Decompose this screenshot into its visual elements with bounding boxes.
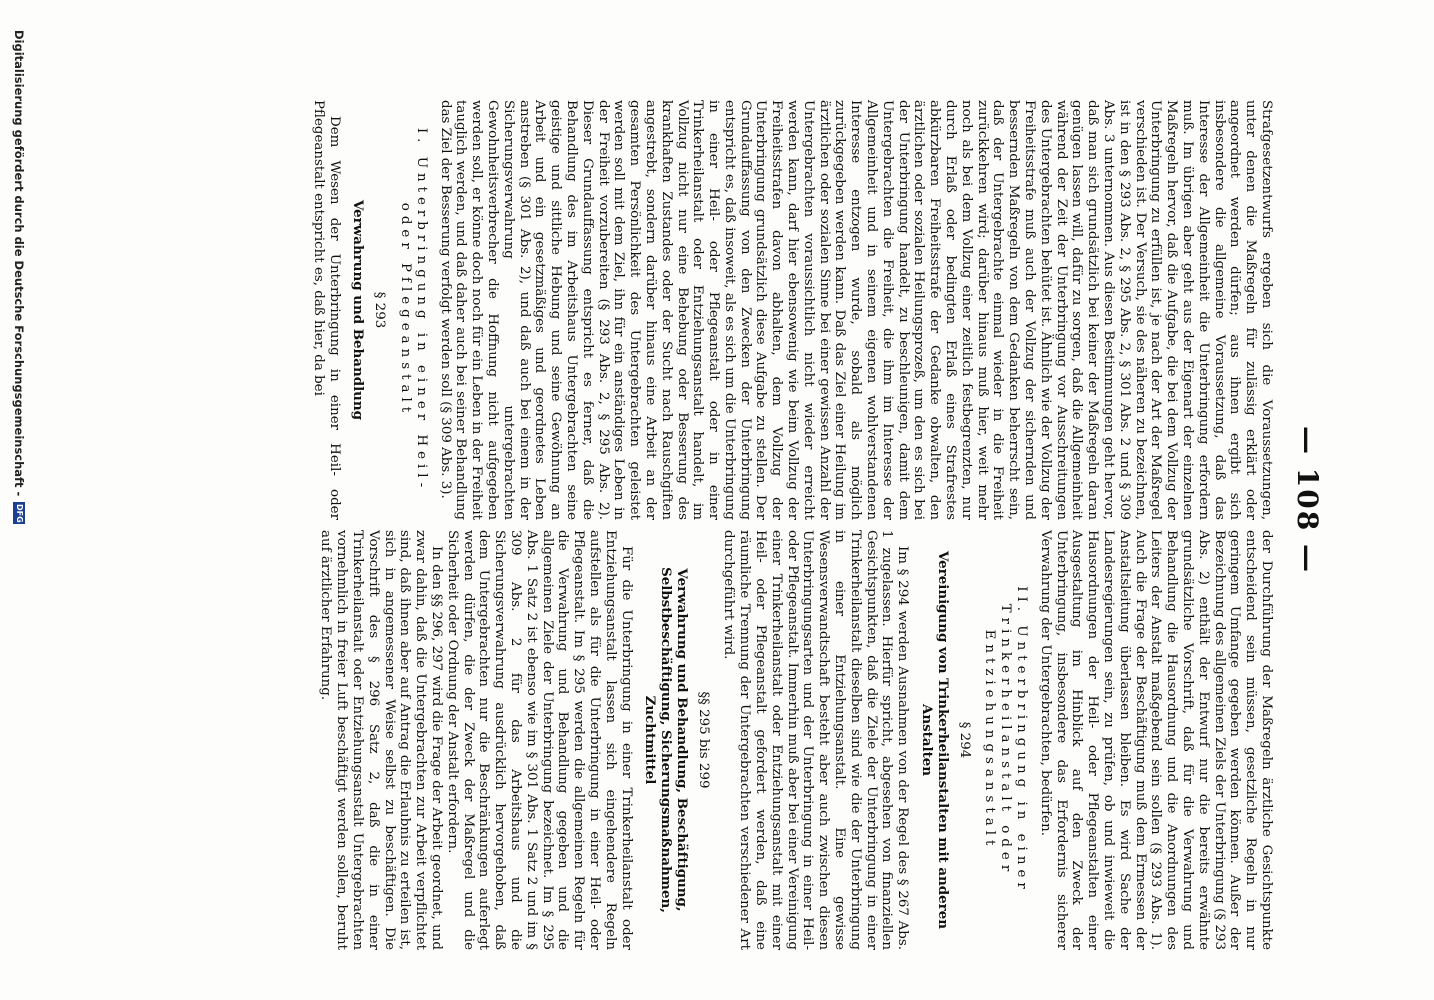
funding-footer (12, 30, 26, 524)
section-heading: Vereinigung von Trinkerheilanstalten mit anderen Anstalten (919, 551, 951, 929)
right-column (318, 530, 1274, 950)
section-number: § 294 (956, 721, 972, 759)
body-paragraph: Im § 294 werden Ausnahmen von der Regel des § 267 Abs. 1 zugelassen. Hierfür spricht, abgesehen von finanziellen Gesichtspunkten, daß die Ziele der Unterbringung in einer Trinkerheilanstalt dieselben sind wie die der Unterbringung in einer Entziehungsanstalt. Eine gewisse Wesensverwandtschaft besteht aber auch zwischen diesen Unterbringungsarten und der Unterbringung in einer Heil- oder Pflegeanstalt. Immerhin muß aber bei einer Vereinigung einer Trinkerheilanstalt oder Entziehungsanstalt mit einer Heil- oder Pflegeanstalt gefordert werden, daß eine räumliche Trennung der Untergebrachten verschiedener Art durchgeführt wird. (721, 530, 911, 950)
left-column (310, 100, 1274, 520)
body-paragraph: Dem Wesen der Unterbringung in einer Heil- oder Pflegeanstalt entspricht es, daß hier, da bei (310, 100, 342, 520)
section-title: II. Unterbringung in einer Trinkerheilanstalt oder Entziehungsanstalt (982, 586, 1030, 894)
section-heading: Verwahrung und Behandlung (350, 200, 367, 420)
body-paragraph: In den §§ 296, 297 wird die Frage der Arbeit geordnet, und zwar dahin, daß die Untergebrachten zur Arbeit verpflichtet sind, daß ihnen aber auf Antrag die Erlaubnis zu erteilen ist, sich in angemessener Weise selbst zu beschäftigen. Die Vorschrift des § 296 Satz 2, daß die in einer Trinkerheilanstalt oder Entziehungsanstalt Untergebrachten vornehmlich in freier Luft beschäftigt werden sollen, beruht auf ärztlicher Erfahrung. (318, 530, 444, 950)
body-paragraph: der Durchführung der Maßregeln ärztliche Gesichtspunkte entscheidend sein müssen, gesetzliche Regeln in nur geringem Umfange gegeben werden können. Außer der Bezeichnung des allgemeinen Ziels der Unterbringung (§ 293 Abs. 2) enthält der Entwurf nur die bereits erwähnte grundsätzliche Vorschrift, daß für die Verwahrung und Behandlung die Hausordnung und die Anordnungen des Leiters der Anstalt maßgebend sein sollen (§ 293 Abs. 1). Auch die Frage der Beschäftigung muß dem Ermessen der Anstaltsleitung überlassen bleiben. Es wird Sache der Landesregierungen sein, zu prüfen, ob und inwieweit die Hausordnungen der Heil- oder Pflegeanstalten einer Ausgestaltung im Hinblick auf den Zweck der Unterbringung, insbesondere das Erfordernis sicherer Verwahrung der Untergebrachten, bedürfen. (1037, 530, 1274, 950)
section-heading: Verwahrung und Behandlung, Beschäftigung, Selbstbeschäftigung, Sicherungsmaßnahmen, Zuchtmittel (642, 567, 690, 913)
section-number: § 293 (372, 291, 388, 329)
page-number: — 108 — (1291, 426, 1324, 574)
dfg-logo-icon: DFG (15, 504, 24, 523)
footer-text: Digitalisierung gefördert durch die Deutsche Forschungsgemeinschaft - (12, 30, 26, 497)
body-paragraph: Strafgesetzentwurfs ergeben sich die Voraussetzungen, unter denen die Maßregeln für zulässig erklärt oder angeordnet werden dürfen; aus ihnen ergibt sich insbesondere die allgemeine Voraussetzung, daß das Interesse der Allgemeinheit die Unterbringung erfordern muß. Im übrigen aber geht aus der Eigenart der einzelnen Maßregeln hervor, daß die Aufgabe, die bei dem Vollzug der Unterbringung zu erfüllen ist, je nach der Art der Maßregel verschieden ist. Der Versuch, sie des näheren zu bezeichnen, ist in den § 293 Abs. 2, § 295 Abs. 2, § 301 Abs. 2 und § 309 Abs. 3 unternommen. Aus diesen Bestimmungen geht hervor, daß man sich grundsätzlich bei keiner der Maßregeln daran genügen lassen will, dafür zu sorgen, daß die Allgemeinheit während der Zeit der Unterbringung vor Ausschreitungen des Untergebrachten behütet ist. Ähnlich wie der Vollzug der Freiheitsstrafe muß auch der Vollzug der sichernden und bessernden Maßregeln von dem Gedanken beherrscht sein, daß der Untergebrachte einmal wieder in die Freiheit zurückkehren wird; darüber hinaus muß hier, weit mehr noch als bei dem Vollzug einer zeitlich festbegrenzten, nur durch Erlaß oder bedingten Erlaß eines Strafrestes abkürzbaren Freiheitsstrafe der Gedanke obwalten, den ärztlichen oder sozialen Heilungsprozeß, um den es sich bei der Unterbringung handelt, zu beschleunigen, damit dem Untergebrachten die Freiheit, die ihm im Interesse der Allgemeinheit und in seinem eigenen wohlverstandenen Interesse entzogen wurde, sobald als möglich zurückgegeben werden kann. Daß das Ziel einer Heilung im ärztlichen oder sozialen Sinne bei einer gewissen Anzahl der Untergebrachten voraussichtlich nicht wieder erreicht werden kann, darf hier ebensowenig wie beim Vollzug der Freiheitsstrafen davon abhalten, dem Vollzug der Unterbringung grundsätzlich diese Aufgabe zu stellen. Der Grundauffassung von den Zwecken der Unterbringung entspricht es, daß insoweit, als es sich um die Unterbringung in einer Heil- oder Pflegeanstalt oder in einer Trinkerheilanstalt oder Entziehungsanstalt handelt, im Vollzug nicht nur eine Behebung oder Besserung des krankhaften Zustandes oder der Sucht nach Rauschgiften angestrebt, sondern darüber hinaus eine Arbeit an der gesamten Persönlichkeit des Untergebrachten geleistet werden soll mit dem Ziel, ihn für ein anständiges Leben in der Freiheit vorzubereiten (§ 293 Abs. 2, § 295 Abs. 2). Dieser Grundauffassung entspricht es ferner, daß die Behandlung des im Arbeitshaus Untergebrachten seine geistige und sittliche Hebung und seine Gewöhnung an Arbeit und ein gesetzmäßiges und geordnetes Leben anstreben (§ 301 Abs. 2), und daß auch bei einem in der Sicherungsverwahrung untergebrachten Gewohnheitsverbrecher die Hoffnung nicht aufgegeben werden soll, er könne doch noch für ein Leben in der Freiheit tauglich werden, und daß daher auch bei seiner Behandlung das Ziel der Besserung verfolgt werden soll (§ 309 Abs. 3). (437, 100, 1274, 520)
section-number: §§ 295 bis 299 (695, 691, 711, 789)
section-title: I. Unterbringung in einer Heil- oder Pflegeanstalt (397, 127, 429, 493)
body-paragraph: Für die Unterbringung in einer Trinkerheilanstalt oder Entziehungsanstalt lassen sich eingehendere Regeln aufstellen als für die Unterbringung in einer Heil- oder Pflegeanstalt. Im § 295 werden die allgemeinen Regeln für die Verwahrung und Behandlung gegeben und die allgemeinen Ziele der Unterbringung bezeichnet. Im § 295 Abs. 1 Satz 2 ist ebenso wie im § 301 Abs. 1 Satz 2 und im § 309 Abs. 2 für das Arbeitshaus und die Sicherungsverwahrung ausdrücklich hervorgehoben, daß dem Untergebrachten nur die Beschränkungen auferlegt werden dürfen, die der Zweck der Maßregel und die Sicherheit oder Ordnung der Anstalt erfordern. (444, 530, 634, 950)
